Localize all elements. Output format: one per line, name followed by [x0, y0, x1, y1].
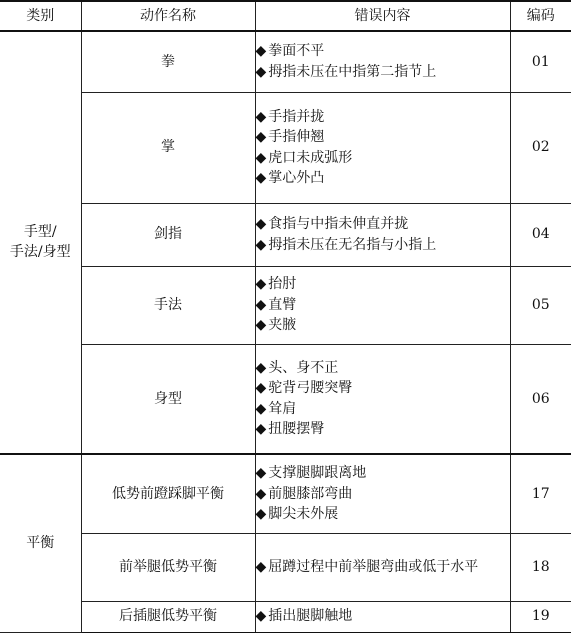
error-content-cell: [255, 344, 510, 454]
error-item: [256, 557, 510, 578]
action-name-cell: 掌: [81, 92, 255, 203]
diamond-bullet-icon: ◆: [255, 359, 267, 376]
error-text: 手指并拢: [268, 108, 325, 125]
category-cell: [0, 454, 81, 632]
header-errors: 错误内容: [255, 1, 510, 31]
category-cell: [0, 31, 81, 454]
error-item: [256, 214, 510, 235]
code-cell: 06: [510, 344, 571, 454]
error-item: [256, 168, 510, 189]
category-label: [26, 533, 54, 553]
diamond-bullet-icon: ◆: [255, 506, 267, 522]
error-text: 扭腰摆臀: [268, 421, 325, 438]
error-text: 前腿膝部弯曲: [268, 485, 353, 502]
diamond-bullet-icon: ◆: [255, 608, 267, 625]
error-content-cell: [255, 533, 510, 601]
table-row: [0, 266, 571, 344]
diamond-bullet-icon: ◆: [255, 421, 267, 438]
error-item: [256, 127, 510, 148]
error-item: [256, 274, 510, 295]
error-text: 拇指未压在中指第二指节上: [268, 63, 437, 80]
error-item: [256, 235, 510, 256]
diamond-bullet-icon: ◆: [255, 149, 267, 166]
table-header-row: [0, 1, 571, 31]
error-content-cell: [255, 92, 510, 203]
error-text: 耸肩: [268, 400, 297, 417]
error-text: 直臂: [268, 296, 297, 313]
error-text: 掌心外凸: [268, 170, 325, 186]
table-row: [0, 601, 571, 632]
diamond-bullet-icon: ◆: [255, 43, 267, 60]
category-line: 手法/身型: [9, 244, 71, 261]
table-row: [0, 454, 571, 533]
table-row: [0, 92, 571, 203]
error-item: [256, 62, 510, 83]
action-name-cell: 后插腿低势平衡: [81, 601, 255, 632]
diamond-bullet-icon: ◆: [255, 485, 267, 502]
error-content-cell: [255, 601, 510, 632]
diamond-bullet-icon: ◆: [255, 317, 267, 334]
error-text: 抬肘: [268, 276, 297, 293]
table-row: [0, 203, 571, 266]
error-item: [256, 463, 510, 484]
error-text: 手指伸翘: [268, 129, 325, 145]
error-item: [256, 484, 510, 505]
action-name-cell: 身型: [81, 344, 255, 454]
code-cell: 17: [510, 454, 571, 533]
diamond-bullet-icon: ◆: [255, 380, 267, 397]
action-name-cell: 手法: [81, 266, 255, 344]
error-item: [256, 358, 510, 379]
table-row: [0, 31, 571, 92]
code-cell: 18: [510, 533, 571, 601]
error-text: 虎口未成弧形: [268, 149, 353, 166]
diamond-bullet-icon: ◆: [255, 465, 267, 481]
error-item: [256, 148, 510, 169]
error-text: 食指与中指未伸直并拢: [268, 216, 409, 232]
error-content-cell: [255, 454, 510, 533]
error-text: 插出腿脚触地: [268, 608, 353, 625]
error-text: 支撑腿脚跟离地: [268, 465, 367, 481]
error-text: 夹腋: [268, 317, 297, 334]
code-cell: 05: [510, 266, 571, 344]
diamond-bullet-icon: ◆: [255, 296, 267, 313]
header-action: 动作名称: [81, 1, 255, 31]
diamond-bullet-icon: ◆: [255, 129, 267, 145]
error-item: [256, 378, 510, 399]
error-text: 头、身不正: [268, 359, 339, 376]
diamond-bullet-icon: ◆: [255, 236, 267, 253]
code-cell: 02: [510, 92, 571, 203]
header-category: 类别: [0, 1, 81, 31]
category-line: 平衡: [26, 535, 55, 551]
error-content-cell: [255, 31, 510, 92]
action-name-cell: 拳: [81, 31, 255, 92]
code-cell: 19: [510, 601, 571, 632]
error-item: [256, 399, 510, 420]
action-name-cell: 前举腿低势平衡: [81, 533, 255, 601]
error-item: [256, 41, 510, 62]
table-body: [0, 31, 571, 632]
diamond-bullet-icon: ◆: [255, 108, 267, 125]
diamond-bullet-icon: ◆: [255, 170, 267, 186]
table-row: [0, 344, 571, 454]
error-item: [256, 107, 510, 128]
code-cell: 04: [510, 203, 571, 266]
error-item: [256, 504, 510, 525]
error-item: [256, 315, 510, 336]
code-cell: 01: [510, 31, 571, 92]
table-row: [0, 533, 571, 601]
error-text: 拇指未压在无名指与小指上: [268, 236, 437, 253]
diamond-bullet-icon: ◆: [255, 400, 267, 417]
error-item: [256, 419, 510, 440]
error-text: 屈蹲过程中前举腿弯曲或低于水平: [268, 558, 479, 575]
category-line: 手型/: [23, 224, 57, 241]
error-text: 拳面不平: [268, 43, 325, 60]
action-name-cell: 剑指: [81, 203, 255, 266]
error-item: [256, 606, 510, 627]
diamond-bullet-icon: ◆: [255, 558, 267, 575]
error-text: 脚尖未外展: [268, 506, 339, 522]
diamond-bullet-icon: ◆: [255, 276, 267, 293]
diamond-bullet-icon: ◆: [255, 216, 267, 232]
error-content-cell: [255, 203, 510, 266]
action-name-cell: 低势前蹬踩脚平衡: [81, 454, 255, 533]
error-item: [256, 295, 510, 316]
header-code: 编码: [510, 1, 571, 31]
category-label: [10, 222, 71, 262]
diamond-bullet-icon: ◆: [255, 63, 267, 80]
error-content-cell: [255, 266, 510, 344]
error-text: 驼背弓腰突臀: [268, 380, 353, 397]
